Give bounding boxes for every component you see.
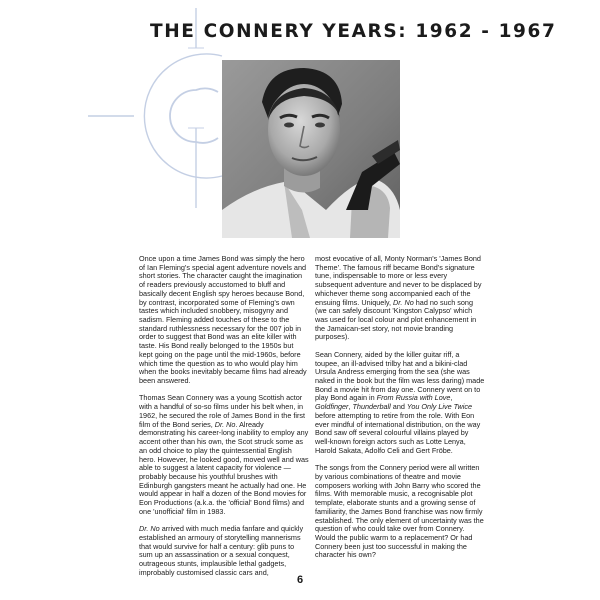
- film-title-italic: Thunderball: [352, 402, 391, 412]
- film-title-italic: From Russia with Love: [376, 393, 451, 403]
- article-paragraph: [139, 394, 309, 516]
- film-title-italic: Dr. No: [139, 524, 160, 534]
- article-column-left: [139, 255, 309, 586]
- article-column-right: [315, 255, 485, 569]
- paragraph-text: and: [390, 402, 407, 412]
- film-title-italic: You Only Live Twice: [406, 402, 473, 412]
- paragraph-text: Thomas Sean Connery was a young Scottish actor with a handful of so-so films under his belt when, in 1962, he secured the role of James Bond in the first film of the Bond series,: [139, 393, 306, 429]
- paragraph-text: ,: [450, 393, 453, 403]
- paragraph-text: ,: [348, 402, 353, 412]
- page-title: THE CONNERY YEARS: 1962 - 1967: [150, 21, 557, 42]
- page-number: 6: [296, 574, 304, 586]
- film-title-italic: Goldfinger: [315, 402, 349, 412]
- film-title-italic: Dr. No: [393, 297, 414, 307]
- article-paragraph: [315, 351, 485, 456]
- article-paragraph: [139, 525, 309, 577]
- film-title-italic: Dr. No: [214, 419, 236, 429]
- sean-connery-photo: [222, 60, 400, 238]
- article-paragraph: [315, 464, 485, 560]
- article-paragraph: [315, 255, 485, 342]
- paragraph-text: . Already demonstrating his career-long inability to employ any accent other than his own, the Scot struck some as an odd choice to play the quintessential English hero. However, he looked good, moved well and was able to suggest a latent capacity for violence — probably because his youthful brushes with Edinburgh gangsters meant he actually had one. He would appear in half a dozen of the Bond movies for Eon Productions (a.k.a. the 'official' Bond films) and one 'unofficial' film in 1983.: [139, 419, 309, 516]
- paragraph-text: before attempting to retire from the role. With Eon ever mindful of international distribution, on the way Bond saw off several colourful villains played by well-known foreign actors such as Lotte Lenya, Harold Sakata, Adolfo Celi and Gert Fröbe.: [315, 410, 481, 455]
- paragraph-text: The songs from the Connery period were all written by various combinations of theatre and movie composers working with John Barry who scored the films. With memorable music, a recognisable plot template, elaborate stunts and a growing sense of familiarity, the James Bond franchise was now firmly established. The only element of uncertainty was the question of who could take over from Connery. Would the public warm to a replacement? Or had Connery been just too successful in making the character his own?: [315, 463, 484, 560]
- article-paragraph: [139, 255, 309, 386]
- paragraph-text: Once upon a time James Bond was simply the hero of Ian Fleming's special agent adventure novels and short stories. The character caught the imagination of readers previously accustomed to bluff and basically decent English spy heroes because Bond, by contrast, incorporated some of Fleming's own tastes which included snobbery, misogyny and sadism. Fleming added touches of these to the standard ruthlessness necessary for the 007 job in order to suggest that Bond was an elite killer with taste. His Bond really belonged to the 1950s but kept going on the page until the mid-1960s, before which time the question as to who would play him when the books inevitably became films had already been answered.: [139, 254, 307, 386]
- paragraph-text: had no such song (we can safely discount 'Kingston Calypso' which was used for local colour and plot enhancement in the Jamaican-set story, not movie branding purposes).: [315, 297, 477, 342]
- paragraph-text: Sean Connery, aided by the killer guitar riff, a toupee, an ill-advised trilby hat and a bikini-clad Ursula Andress emerging from the sea (she was naked in the book but the film was less daring) made Bond a movie hit from day one. Connery went on to play Bond again in: [315, 349, 485, 403]
- paragraph-text: arrived with much media fanfare and quickly established an armoury of storytelling mannerisms that would survive for half a century: glib puns to sum up an assassination or a sexual conquest, outrageous stunts, implausible lethal gadgets, improbably customised classic cars and,: [139, 524, 304, 577]
- paragraph-text: most evocative of all, Monty Norman's 'James Bond Theme'. The famous riff became Bond's signature tune, indispensable to more or less every subsequent adventure and never to be displaced by whichever theme song accompanied each of the ensuing films. Uniquely,: [315, 254, 482, 307]
